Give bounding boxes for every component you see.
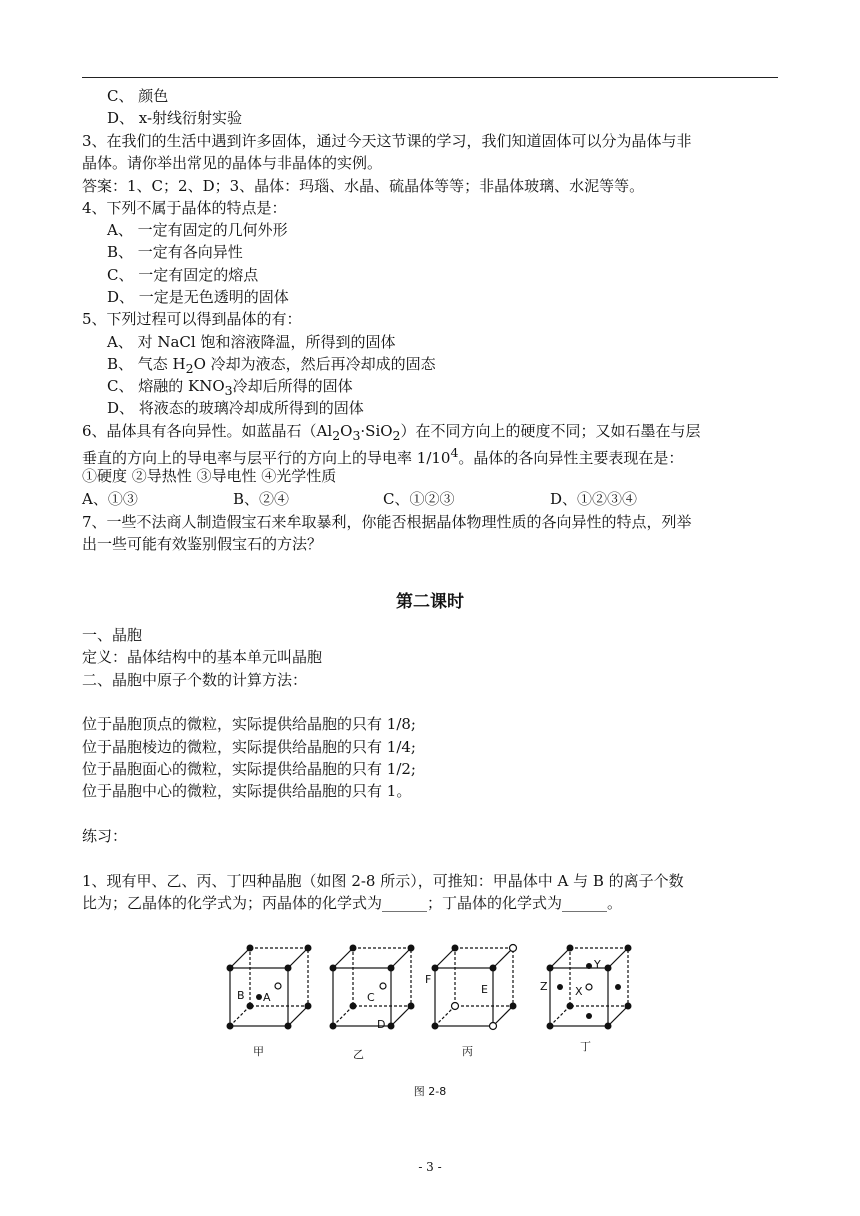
question-line: 晶体。请你举出常见的晶体与非晶体的实例。 <box>82 154 383 172</box>
question-line <box>82 443 683 468</box>
option-line: D、 将液态的玻璃冷却成所得到的固体 <box>107 399 364 417</box>
choice-c: C、①②③ <box>383 490 455 508</box>
figure-caption: 图 2-8 <box>413 1085 447 1098</box>
heading-line: 二、晶胞中原子个数的计算方法： <box>82 671 308 689</box>
question-line: 比为；乙晶体的化学式为；丙晶体的化学式为______；丁晶体的化学式为______。 <box>82 894 623 912</box>
text-run: O <box>340 422 353 440</box>
section-title: 第二课时 <box>396 592 464 612</box>
question-line: 4、下列不属于晶体的特点是： <box>82 199 287 217</box>
atom-label: F <box>425 973 432 986</box>
cell-label: 丙 <box>462 1045 473 1058</box>
header-rule <box>82 77 778 78</box>
atom-label: X <box>575 985 583 998</box>
option-line: A、 一定有固定的几何外形 <box>107 221 288 239</box>
atom-label: C <box>367 991 375 1004</box>
atom-label: D <box>377 1018 386 1031</box>
page-number: - 3 - <box>418 1160 442 1174</box>
text-run: ·SiO <box>360 422 393 440</box>
text-run: 冷却后所得的固体 <box>232 377 353 395</box>
text-run: 6、晶体具有各向异性。如蓝晶石（Al <box>82 422 333 440</box>
atom-label: E <box>481 983 488 996</box>
text-run: C、 熔融的 KNO <box>107 377 225 395</box>
rule-line: 位于晶胞中心的微粒，实际提供给晶胞的只有 1。 <box>82 782 412 800</box>
crystal-cell-figure <box>215 938 635 1062</box>
definition-line: 定义：晶体结构中的基本单元叫晶胞 <box>82 648 323 666</box>
unit-cells-diagram <box>215 938 635 1058</box>
cell-yi <box>330 945 415 1030</box>
cell-label: 甲 <box>253 1045 264 1058</box>
option-line: A、 对 NaCl 饱和溶液降温，所得到的固体 <box>107 333 396 351</box>
text-run: O 冷却为液态，然后再冷却成的固态 <box>193 355 436 373</box>
heading-line: 一、晶胞 <box>82 626 143 644</box>
subscript: 3 <box>352 428 361 443</box>
cell-ding <box>547 945 632 1030</box>
option-line: C、 一定有固定的熔点 <box>107 266 259 284</box>
cell-label: 乙 <box>353 1048 364 1061</box>
answer-line: 答案：1、C；2、D；3、晶体：玛瑙、水晶、硫晶体等等；非晶体玻璃、水泥等等。 <box>82 177 645 195</box>
cell-label: 丁 <box>580 1040 591 1053</box>
question-line: 7、一些不法商人制造假宝石来牟取暴利，你能否根据晶体物理性质的各向异性的特点，列举 <box>82 513 692 531</box>
choice-a: A、①③ <box>82 490 138 508</box>
atom-label: Y <box>594 958 601 971</box>
rule-line: 位于晶胞顶点的微粒，实际提供给晶胞的只有 1/8; <box>82 715 416 733</box>
cell-jia <box>227 945 312 1030</box>
text-run: 垂直的方向上的导电率与层平行的方向上的导电率 1/10 <box>82 449 451 467</box>
option-line: D、 x-射线衍射实验 <box>107 109 243 127</box>
option-line: B、 一定有各向异性 <box>107 243 243 261</box>
option-line: D、 一定是无色透明的固体 <box>107 288 289 306</box>
text-run: B、 气态 H <box>107 355 186 373</box>
question-line: 1、现有甲、乙、丙、丁四种晶胞（如图 2-8 所示），可推知：甲晶体中 A 与 B 的离子个数 <box>82 872 684 890</box>
option-line: C、 颜色 <box>107 87 169 105</box>
atom-label: Z <box>540 980 548 993</box>
subscript: 3 <box>224 383 233 398</box>
rule-line: 位于晶胞棱边的微粒，实际提供给晶胞的只有 1/4; <box>82 738 416 756</box>
atom-label: B <box>237 989 245 1002</box>
practice-heading: 练习： <box>82 827 128 845</box>
question-line: 出一些可能有效鉴别假宝石的方法？ <box>82 535 323 553</box>
atom-label: A <box>263 991 271 1004</box>
question-line: 3、在我们的生活中遇到许多固体，通过今天这节课的学习，我们知道固体可以分为晶体与非 <box>82 132 692 150</box>
rule-line: 位于晶胞面心的微粒，实际提供给晶胞的只有 1/2; <box>82 760 416 778</box>
text-run: ）在不同方向上的硬度不同；又如石墨在与层 <box>400 422 701 440</box>
choice-d: D、①②③④ <box>550 490 638 508</box>
subscript: 2 <box>185 361 194 376</box>
question-line: 5、下列过程可以得到晶体的有： <box>82 310 302 328</box>
superscript: 4 <box>450 445 459 460</box>
subscript: 2 <box>392 428 401 443</box>
cell-bing <box>432 945 517 1030</box>
text-run: 。晶体的各向异性主要表现在是： <box>458 449 684 467</box>
subscript: 2 <box>332 428 341 443</box>
property-list: ①硬度 ②导热性 ③导电性 ④光学性质 <box>82 467 337 485</box>
choice-b: B、②④ <box>233 490 290 508</box>
